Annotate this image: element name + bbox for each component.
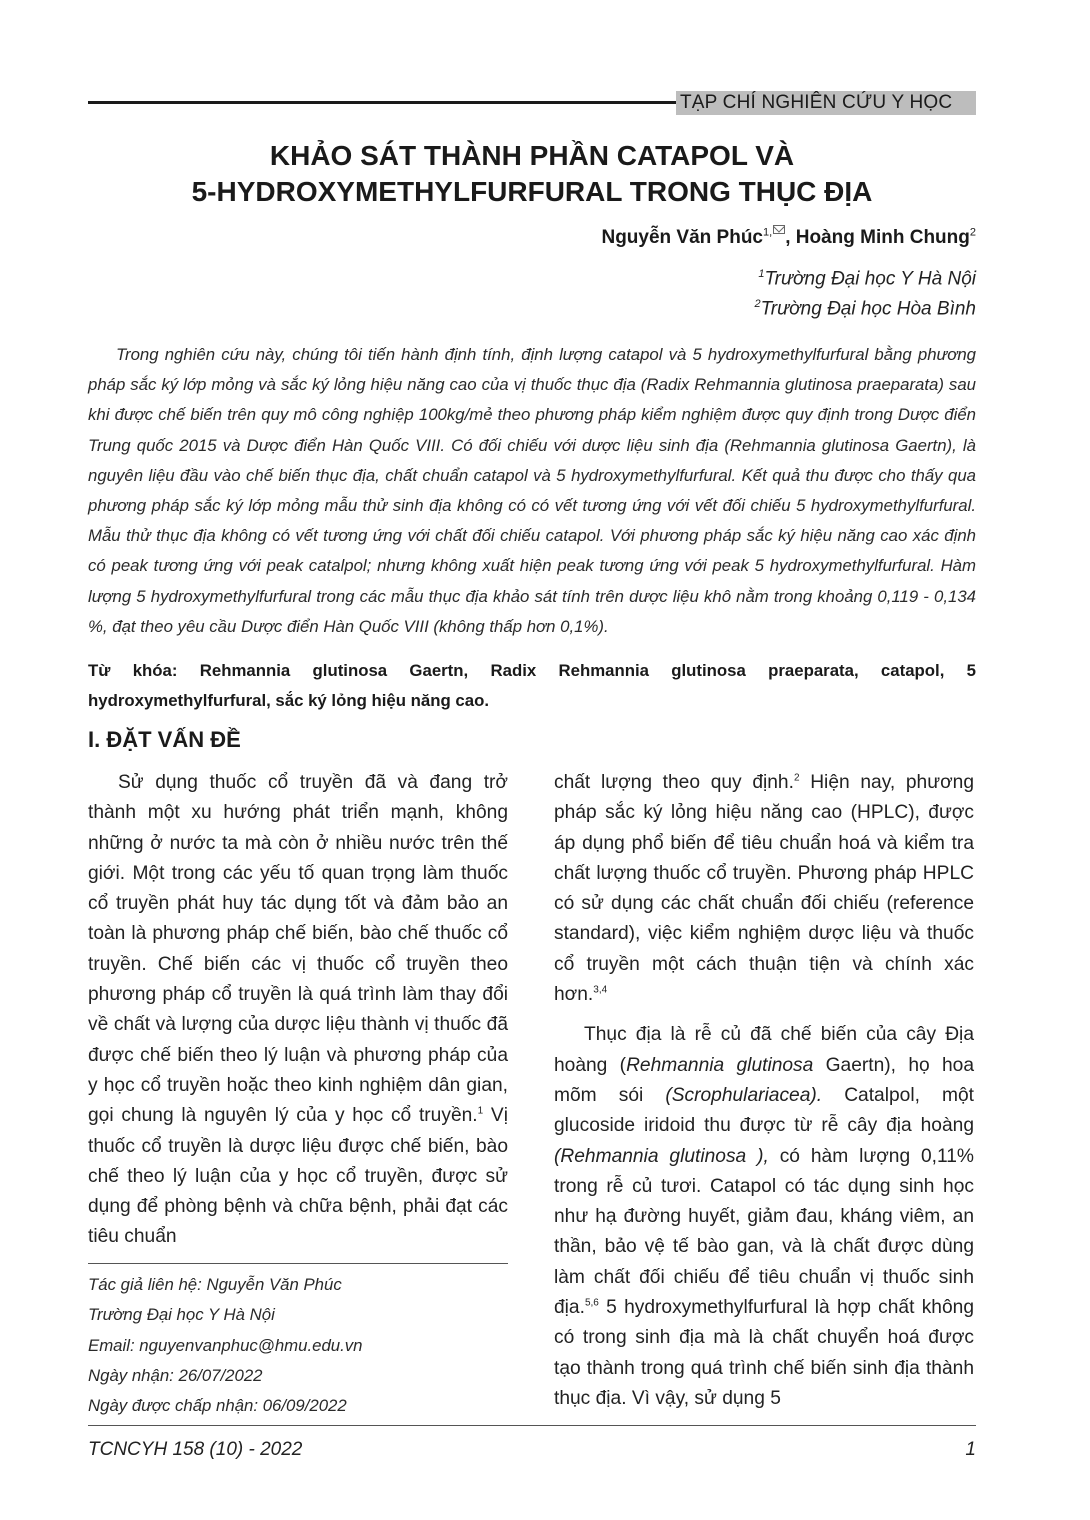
corresponding-institution: Trường Đại học Y Hà Nội — [88, 1305, 275, 1325]
affiliation-1: $^1$Trường Đại học Y Hà Nội — [758, 268, 976, 290]
author-1-affiliation-mark: 1, — [763, 226, 773, 239]
body-paragraph: Thục địa là rễ củ đã chế biến của cây Địa hoàng (Rehmannia glutinosa Gaertn), họ hoa mõm sói (Scrophulariacea). Catalpol, một glucoside iridoid thu được từ rễ cây địa hoàng (Rehmannia glutinosa ), có hàm lượng 0,11% trong rễ củ tươi. Catapol có tác dụng sinh học như hạ đường huyết, giảm đau, kháng viêm, an thần, bảo vệ tế bào gan, và là chất được dùng làm chất đối chiếu để tiêu chuẩn vị thuốc sinh địa.$^{5,6}$ 5 hydroxymethylfurfural là hợp chất không có trong sinh địa mà là chất chuyển hoá được tạo thành trong quá trình chế biến sinh địa thành thục địa. Vì vậy, sử dụng 5 — [554, 1024, 974, 1409]
citation-ref: 5,6 — [584, 1297, 599, 1309]
affiliation-2: $^2$Trường Đại học Hòa Bình — [754, 298, 976, 320]
footnote-rule — [88, 1263, 508, 1264]
header-rule — [88, 101, 678, 104]
body-column-right — [554, 768, 974, 1414]
body-paragraph: Sử dụng thuốc cổ truyền đã và đang trở thành một xu hướng phát triển mạnh, không những ở nước ta mà còn ở nhiều nước trên thế giới. Một trong các yếu tố quan trọng làm thuốc cổ truyền phát huy tác dụng tốt và đảm bảo an toàn là phương pháp chế biến, bào chế thuốc cổ truyền. Chế biến các vị thuốc cổ truyền theo phương pháp cổ truyền là quá trình làm thay đổi về chất và lượng của dược liệu thành vị thuốc đã được chế biến theo lý luận và phương pháp của y học cổ truyền hoặc theo kinh nghiệm dân gian, gọi chung là nguyên lý của y học cổ truyền.$^1$ Vị thuốc cổ truyền là dược liệu được chế biến, bào chế theo lý luận của y học cổ truyền, được sử dụng để phòng bệnh và chữa bệnh, phải đạt các tiêu chuẩn — [88, 772, 508, 1248]
accepted-date: Ngày được chấp nhận: 06/09/2022 — [88, 1396, 347, 1416]
page-number: 1 — [965, 1439, 976, 1460]
mail-icon — [773, 225, 785, 234]
citation-ref: 3,4 — [593, 984, 608, 996]
correspondence-notes — [88, 1270, 508, 1421]
corresponding-author: Tác giả liên hệ: Nguyễn Văn Phúc — [88, 1275, 342, 1294]
title-line-2: 5-HYDROXYMETHYLFURFURAL TRONG THỤC ĐỊA — [191, 176, 873, 207]
species-name: Rehmannia glutinosa — [626, 1054, 814, 1076]
journal-citation: TCNCYH 158 (10) - 2022 — [88, 1439, 303, 1460]
citation-ref: 1 — [477, 1105, 484, 1117]
title-line-1: KHẢO SÁT THÀNH PHẦN CATAPOL VÀ — [269, 140, 795, 171]
abstract: Trong nghiên cứu này, chúng tôi tiến hành định tính, định lượng catapol và 5 hydroxymethylfurfural bằng phương pháp sắc ký lớp mỏng và sắc ký lỏng hiệu năng cao của vị thuốc thục địa (Radix Rehmannia glutinosa praeparata) sau khi được chế biến trên quy mô công nghiệp 100kg/mẻ theo phương pháp kiểm nghiệm được quy định trong Dược điển Trung quốc 2015 và Dược điển Hàn Quốc VIII. Có đối chiếu với dược liệu sinh địa (Rehmannia glutinosa Gaertn), là nguyên liệu đầu vào chế biến thục địa, chất chuẩn catapol và 5 hydroxymethylfurfural. Kết quả thu được cho thấy qua phương pháp sắc ký lớp mỏng mẫu thử sinh địa không có có vết tương ứng với vết đối chiếu 5 hydroxymethylfurfural. Mẫu thử thục địa không có vết tương ứng với chất đối chiếu catapol. Với phương pháp sắc ký hiệu năng cao xác định có peak tương ứng với peak catalpol; nhưng không xuất hiện peak tương ứng với peak 5 hydroxymethylfurfural. Hàm lượng 5 hydroxymethylfurfural trong các mẫu thục địa khảo sát tính trên dược liệu khô nằm trong khoảng 0,119 - 0,134 %, đạt theo yêu cầu Dược điển Hàn Quốc VIII (không thấp hơn 0,1%). — [88, 345, 976, 636]
author-1: Nguyễn Văn Phúc — [601, 227, 763, 248]
citation-ref: 2 — [793, 772, 800, 784]
corresponding-email: Email: nguyenvanphuc@hmu.edu.vn — [88, 1335, 363, 1355]
body-column-left — [88, 768, 508, 1253]
keywords: Từ khóa: Rehmannia glutinosa Gaertn, Radix Rehmannia glutinosa praeparata, catapol, 5 hydroxymethylfurfural, sắc ký lỏng hiệu năng cao. — [88, 661, 976, 710]
family-name: (Scrophulariacea). — [665, 1084, 823, 1106]
species-name: (Rehmannia glutinosa ), — [554, 1145, 769, 1167]
footer-rule — [88, 1425, 976, 1426]
article-title — [88, 138, 976, 210]
journal-tag: TẠP CHÍ NGHIÊN CỨU Y HỌC — [676, 91, 976, 115]
author-list — [601, 225, 976, 249]
author-2-affiliation-mark: 2 — [969, 226, 976, 239]
received-date: Ngày nhận: 26/07/2022 — [88, 1365, 263, 1385]
section-heading: I. ĐẶT VẤN ĐỀ — [88, 727, 241, 752]
author-2: , Hoàng Minh Chung — [785, 227, 970, 248]
body-paragraph: chất lượng theo quy định.$^2$ Hiện nay, phương pháp sắc ký lỏng hiệu năng cao (HPLC), được áp dụng phổ biến để tiêu chuẩn hoá và kiểm tra chất lượng thuốc cổ truyền. Phương pháp HPLC có sử dụng các chất chuẩn đối chiếu (reference standard), việc kiểm nghiệm dược liệu và thuốc cổ truyền một cách thuận tiện và chính xác hơn.$^{3,4}$ — [554, 772, 974, 1006]
